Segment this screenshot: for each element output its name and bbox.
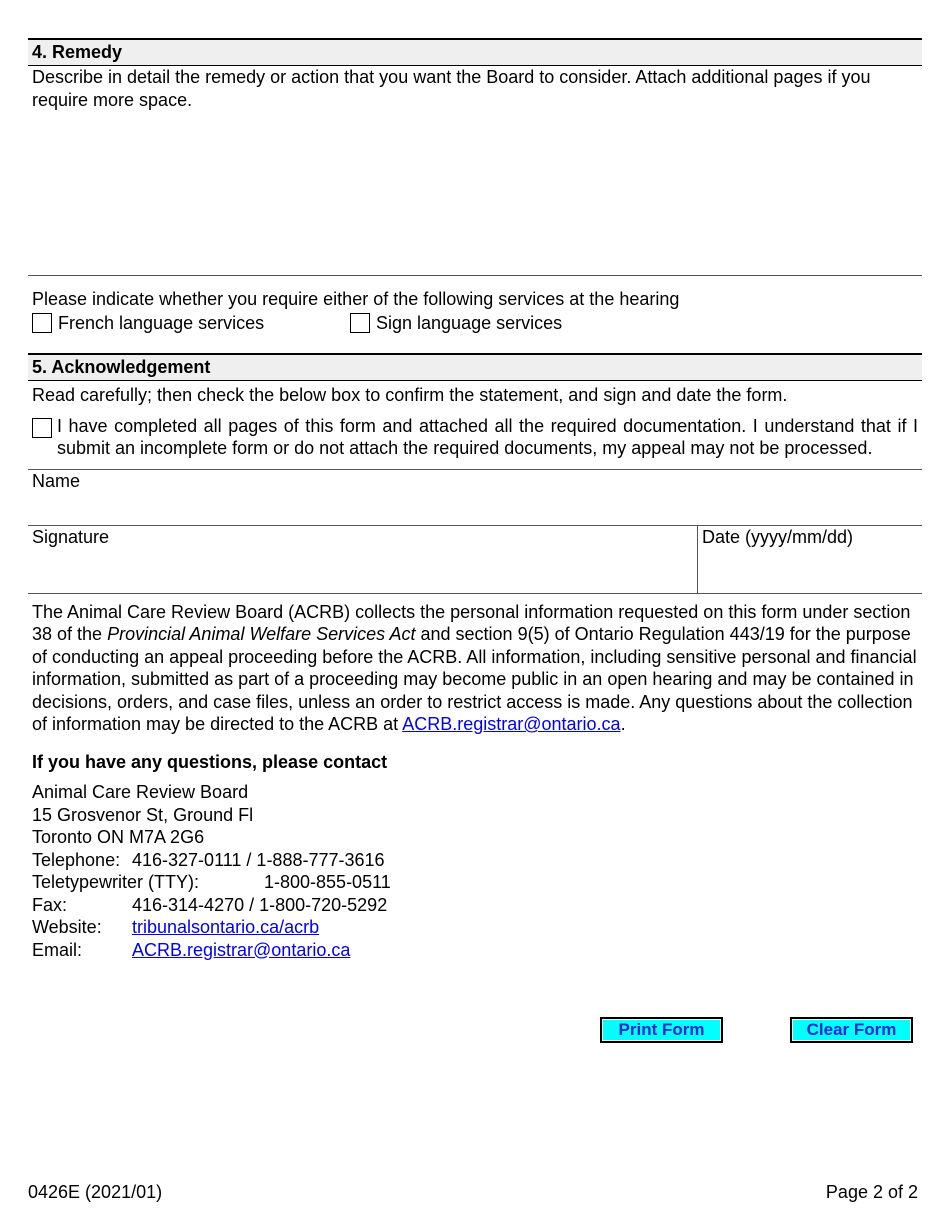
telephone-value: 416-327-0111 / 1-888-777-3616	[132, 849, 385, 870]
french-services-option[interactable]	[32, 312, 350, 335]
contact-heading: If you have any questions, please contact	[32, 751, 388, 772]
signature-label: Signature	[32, 526, 110, 547]
tty-value: 1-800-855-0511	[264, 872, 391, 892]
sign-services-checkbox[interactable]	[350, 313, 370, 333]
contact-city: Toronto ON M7A 2G6	[32, 827, 205, 847]
privacy-text-1: The Animal Care Review Board (ACRB) collects the personal information requested on this form under section 38 of the	[32, 601, 911, 644]
acknowledgement-statement-row	[28, 407, 922, 470]
website-label: Website:	[32, 917, 102, 937]
print-form-button[interactable]: Print Form	[600, 1017, 723, 1043]
fax-label: Fax:	[32, 894, 68, 915]
date-field[interactable]	[698, 526, 922, 593]
sign-services-option[interactable]	[350, 312, 562, 335]
acknowledgement-checkbox[interactable]	[32, 418, 52, 438]
remedy-field[interactable]	[28, 66, 922, 276]
services-section	[28, 276, 922, 353]
privacy-email-link[interactable]: ACRB.registrar@ontario.ca	[402, 714, 621, 734]
name-field[interactable]	[28, 470, 922, 526]
signature-field[interactable]	[28, 526, 698, 593]
name-label: Name	[32, 470, 81, 491]
contact-org: Animal Care Review Board	[32, 782, 249, 802]
remedy-instruction: Describe in detail the remedy or action that you want the Board to consider. Attach additional pages if you require more space.	[32, 67, 871, 110]
signature-date-row	[28, 526, 922, 594]
acknowledgement-statement: I have completed all pages of this form and attached all the required documentation. I understand that if I submit an incomplete form or do not attach the required documents, my appeal may not be processed.	[57, 415, 918, 458]
acknowledgement-heading: 5. Acknowledgement	[28, 353, 922, 381]
privacy-notice	[28, 594, 922, 736]
act-name: Provincial Animal Welfare Services Act	[107, 624, 416, 644]
privacy-text-end: .	[620, 714, 626, 734]
tty-label: Teletypewriter (TTY):	[32, 872, 200, 892]
date-label: Date (yyyy/mm/dd)	[702, 526, 854, 547]
contact-email-link[interactable]: ACRB.registrar@ontario.ca	[132, 939, 351, 960]
remedy-heading: 4. Remedy	[28, 38, 922, 66]
telephone-label: Telephone:	[32, 849, 121, 870]
french-services-checkbox[interactable]	[32, 313, 52, 333]
fax-value: 416-314-4270 / 1-800-720-5292	[132, 894, 388, 915]
contact-street: 15 Grosvenor St, Ground Fl	[32, 804, 254, 825]
page-number: Page 2 of 2	[825, 1182, 918, 1202]
sign-services-label: Sign language services	[376, 312, 563, 333]
contact-block	[28, 773, 922, 961]
form-number: 0426E (2021/01)	[28, 1182, 163, 1202]
email-label: Email:	[32, 939, 83, 960]
privacy-text-2: and section 9(5) of Ontario Regulation 443/19 for the purpose of conducting an appeal proceeding before the ACRB. All information, including sensitive personal and financial information, submitted as part of a proceeding may become public in an open hearing and may be contained in decisions, orders, and case files, unless an order to restrict access is made. Any questions about the collection of information may be directed to the ACRB at	[32, 624, 917, 734]
clear-form-button[interactable]: Clear Form	[790, 1017, 913, 1043]
acknowledgement-instruction: Read carefully; then check the below box to confirm the statement, and sign and date the form.	[32, 385, 788, 405]
website-link[interactable]: tribunalsontario.ca/acrb	[132, 917, 320, 937]
form-page	[28, 38, 922, 961]
french-services-label: French language services	[58, 312, 265, 333]
services-prompt: Please indicate whether you require either of the following services at the hearing	[32, 289, 680, 309]
